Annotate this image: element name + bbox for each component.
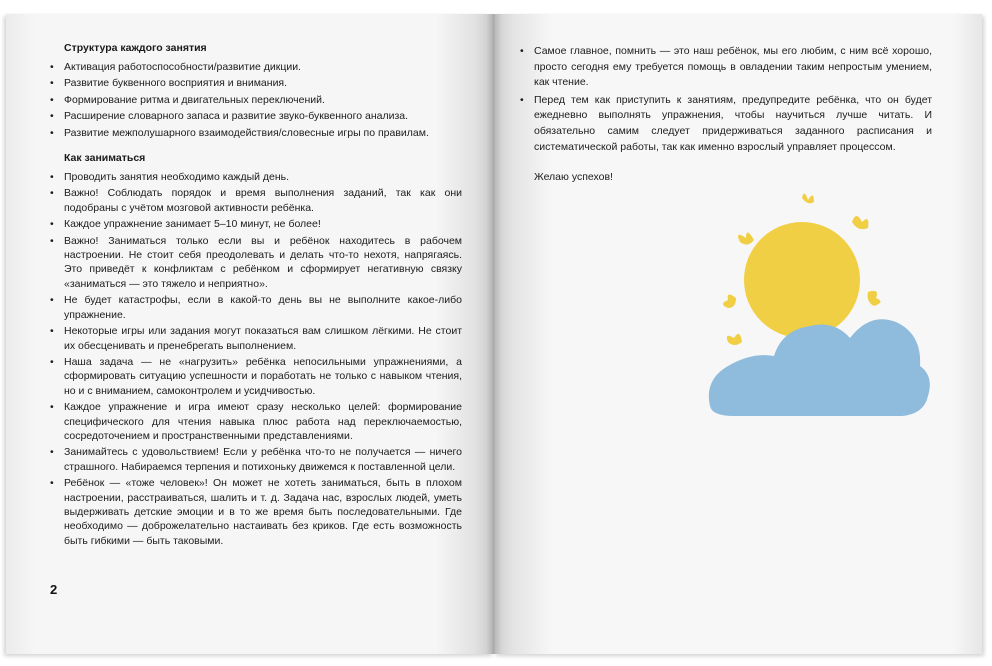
list-item: • Некоторые игры или задания могут показаться вам слишком лёгкими. Не стоит их обесценивать и пренебрегать выполнением. [50, 324, 462, 353]
advice-list [520, 44, 932, 155]
list-item: • Важно! Заниматься только если вы и ребёнок находитесь в рабочем настроении. Не стоит себя преодолевать и делать что-то нехотя, напрягаясь. Это приведёт к конфликтам с ребёнком и сформирует негативную связку «заниматься — это тяжело и неприятно». [50, 234, 462, 292]
left-page-content [50, 42, 462, 550]
sun-icon [723, 193, 881, 345]
right-page-content [520, 44, 932, 183]
list-item: • Проводить занятия необходимо каждый день. [50, 170, 462, 184]
list-item: • Развитие буквенного восприятия и внимания. [50, 76, 462, 90]
sun-cloud-illustration [698, 170, 938, 430]
list-item: • Важно! Соблюдать порядок и время выполнения заданий, так как они подобраны с учётом мозговой активности ребёнка. [50, 186, 462, 215]
list-item: • Ребёнок — «тоже человек»! Он может не хотеть заниматься, быть в плохом настроении, расстраиваться, шалить и т. д. Задача нас, взрослых людей, уметь выдерживать детские эмоции и в то же время быть последовательными. Где необходимо — доброжелательно настаивать без криков. Где есть возможность быть гибкими — быть таковыми. [50, 476, 462, 548]
right-page [494, 14, 982, 654]
list-item: • Развитие межполушарного взаимодействия/словесные игры по правилам. [50, 126, 462, 140]
heading-how-to-study: Как заниматься [64, 152, 146, 165]
list-item: • Наша задача — не «нагрузить» ребёнка непосильными упражнениями, а сформировать ситуацию успешности и поработать не только с навыком чтения, но и с вниманием, самоконтролем и усидчивостью. [50, 355, 462, 398]
heading-lesson-structure: Структура каждого занятия [64, 42, 207, 54]
cloud-icon [709, 319, 930, 416]
list-item: • Занимайтесь с удовольствием! Если у ребёнка что-то не получается — ничего страшного. Набираемся терпения и потихоньку движемся к поставленной цели. [50, 445, 462, 474]
list-item: • Формирование ритма и двигательных переключений. [50, 93, 462, 107]
howto-list [50, 170, 462, 548]
list-item: • Перед тем как приступить к занятиям, предупредите ребёнка, что он будет ежедневно выполнять упражнения, чтобы научиться лучше читать. И обязательно самим следует придерживаться заданного расписания и систематической работы, так как именно взрослый управляет процессом. [520, 93, 932, 155]
list-item: • Самое главное, помнить — это наш ребёнок, мы его любим, с ним всё хорошо, просто сегодня ему требуется помощь в овладении таким непростым умением, как чтение. [520, 44, 932, 91]
list-item: • Активация работоспособности/развитие дикции. [50, 60, 462, 74]
left-page [6, 14, 494, 654]
list-item: • Каждое упражнение занимает 5–10 минут, не более! [50, 217, 462, 231]
list-item: • Расширение словарного запаса и развитие звуко-буквенного анализа. [50, 109, 462, 123]
closing-wish: Желаю успехов! [534, 171, 613, 184]
list-item: • Каждое упражнение и игра имеют сразу несколько целей: формирование специфического для чтения навыка плюс работа над переключаемостью, сосредоточением и пространственными представлениями. [50, 400, 462, 443]
structure-list [50, 60, 462, 140]
list-item: • Не будет катастрофы, если в какой-то день вы не выполните какое-либо упражнение. [50, 293, 462, 322]
page-number: 2 [50, 582, 58, 597]
